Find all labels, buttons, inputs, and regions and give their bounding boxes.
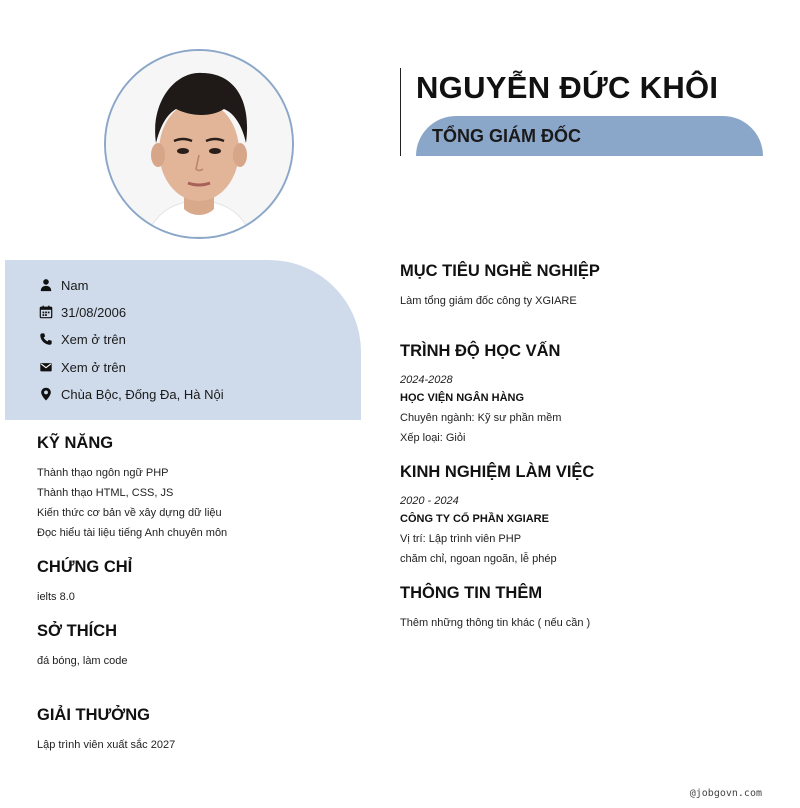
- hobbies-heading: SỞ THÍCH: [37, 622, 118, 640]
- person-icon: [38, 277, 54, 293]
- job-title: TỔNG GIÁM ĐỐC: [432, 126, 581, 146]
- contact-email-text: Xem ở trên: [61, 359, 126, 375]
- skill-item: Thành thạo ngôn ngữ PHP: [37, 467, 169, 479]
- contact-phone: [38, 329, 126, 349]
- awards-heading: GIẢI THƯỞNG: [37, 706, 151, 724]
- contact-address-text: Chùa Bộc, Đống Đa, Hà Nội: [61, 386, 224, 402]
- portrait-image: [106, 51, 292, 237]
- skills-heading: KỸ NĂNG: [37, 434, 114, 452]
- contact-gender-text: Nam: [61, 277, 89, 293]
- contact-phone-text: Xem ở trên: [61, 331, 126, 347]
- watermark: @jobgovn.com: [689, 788, 762, 799]
- certificates-heading: CHỨNG CHỈ: [37, 558, 133, 576]
- objective-heading: MỤC TIÊU NGHỀ NGHIỆP: [400, 262, 600, 280]
- contact-birthdate: [38, 302, 126, 322]
- extra-info-heading: THÔNG TIN THÊM: [400, 584, 543, 602]
- hobby-item: đá bóng, làm code: [37, 655, 128, 667]
- education-school: HỌC VIỆN NGÂN HÀNG: [400, 392, 525, 404]
- contact-address: [38, 384, 224, 404]
- education-heading: TRÌNH ĐỘ HỌC VẤN: [400, 342, 561, 360]
- education-major: Chuyên ngành: Kỹ sư phần mềm: [400, 412, 562, 424]
- objective-text: Làm tổng giám đốc công ty XGIARE: [400, 295, 577, 307]
- experience-company: CÔNG TY CỔ PHẦN XGIARE: [400, 513, 549, 525]
- skill-item: Kiến thức cơ bản về xây dựng dữ liệu: [37, 507, 222, 519]
- header-divider: [400, 68, 401, 156]
- phone-icon: [38, 331, 54, 347]
- experience-heading: KINH NGHIỆM LÀM VIỆC: [400, 463, 595, 481]
- contact-birthdate-text: 31/08/2006: [61, 304, 127, 320]
- extra-info-text: Thêm những thông tin khác ( nếu cần ): [400, 617, 591, 629]
- skill-item: Đọc hiểu tài liệu tiếng Anh chuyên môn: [37, 527, 228, 539]
- skill-item: Thành thạo HTML, CSS, JS: [37, 487, 174, 499]
- education-grade: Xếp loại: Giỏi: [400, 432, 466, 444]
- calendar-icon: [38, 304, 54, 320]
- profile-photo: [104, 49, 294, 239]
- education-period: 2024-2028: [400, 374, 453, 386]
- certificate-item: ielts 8.0: [37, 591, 75, 603]
- mail-icon: [38, 359, 54, 375]
- location-pin-icon: [38, 386, 54, 402]
- candidate-name: NGUYỄN ĐỨC KHÔI: [416, 70, 719, 105]
- contact-gender: [38, 275, 88, 295]
- contact-email: [38, 357, 126, 377]
- experience-description: chăm chỉ, ngoan ngoãn, lễ phép: [400, 553, 557, 565]
- experience-position: Vị trí: Lập trình viên PHP: [400, 533, 522, 545]
- experience-period: 2020 - 2024: [400, 495, 459, 507]
- award-item: Lập trình viên xuất sắc 2027: [37, 739, 176, 751]
